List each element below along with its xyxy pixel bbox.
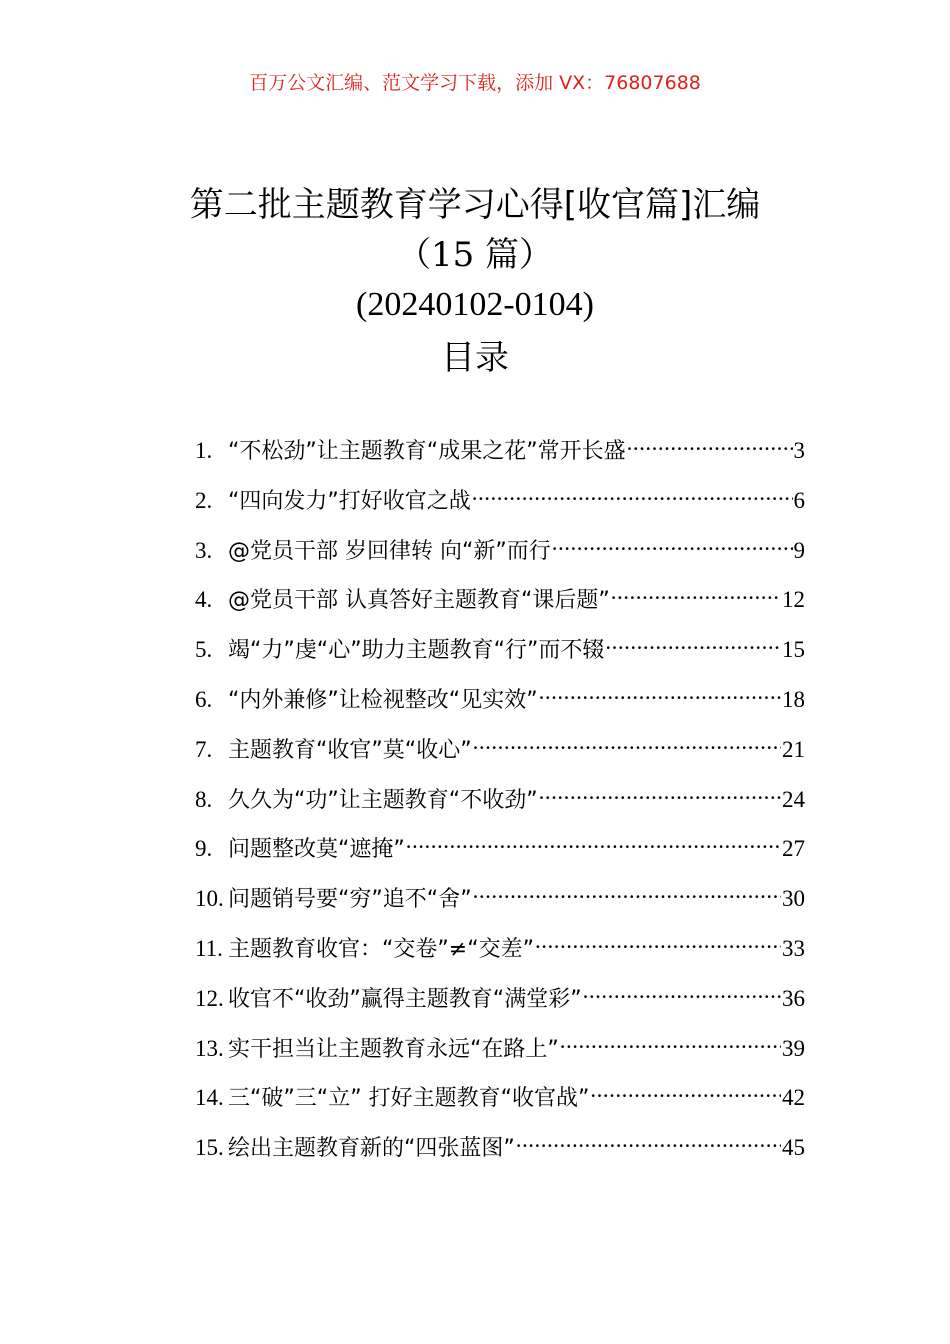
title-block	[0, 180, 950, 386]
toc-title: 问题销号要“穷”追不“舍”	[228, 887, 472, 913]
toc-number: 5.	[195, 637, 213, 663]
toc-item-12[interactable]	[195, 980, 805, 1030]
toc-page-number: 45	[782, 1135, 805, 1161]
toc-leader	[605, 631, 781, 657]
toc-item-5[interactable]	[195, 631, 805, 681]
toc-leader	[539, 681, 781, 707]
toc-item-3[interactable]	[195, 532, 805, 582]
toc-page-number: 3	[793, 438, 805, 463]
toc-item-9[interactable]	[195, 830, 805, 880]
toc-number: 15.	[195, 1135, 224, 1161]
header-note: 百万公文汇编、范文学习下载，添加 VX：76807688	[249, 72, 701, 94]
toc-page-number: 21	[782, 736, 805, 762]
toc-item-13[interactable]	[195, 1030, 805, 1080]
toc-number: 12.	[195, 985, 224, 1011]
toc-title: @党员干部 认真答好主题教育“课后题”	[228, 588, 610, 614]
toc-number: 6.	[195, 686, 213, 712]
toc-item-14[interactable]	[195, 1079, 805, 1129]
toc-leader	[473, 731, 781, 757]
toc-title: 主题教育收官：“交卷”≠“交差”	[228, 936, 535, 962]
toc-title: “内外兼修”让检视整改“见实效”	[228, 687, 538, 713]
toc-page-number: 39	[782, 1035, 805, 1061]
toc-number: 3.	[195, 537, 213, 563]
toc-number: 2.	[195, 487, 213, 513]
toc-heading: 目录	[441, 338, 509, 378]
document-title: 第二批主题教育学习心得[收官篇]汇编	[189, 185, 761, 225]
toc-leader	[535, 930, 781, 956]
toc-number: 10.	[195, 886, 224, 912]
toc-item-15[interactable]	[195, 1129, 805, 1179]
toc-page-number: 18	[782, 686, 805, 712]
toc-title: 久久为“功”让主题教育“不收劲”	[228, 787, 538, 813]
toc-leader	[552, 532, 793, 558]
toc-title: “不松劲”让主题教育“成果之花”常开长盛	[228, 439, 626, 464]
toc-leader	[472, 482, 793, 508]
toc-page-number: 6	[793, 487, 805, 513]
toc-number: 1.	[195, 438, 213, 463]
toc-leader	[583, 980, 781, 1006]
toc-number: 7.	[195, 736, 213, 762]
toc-title: 问题整改莫“遮掩”	[228, 837, 405, 863]
toc-page-number: 15	[782, 637, 805, 663]
toc-title: 竭“力”虔“心”助力主题教育“行”而不辍	[228, 638, 605, 664]
toc-leader	[590, 1079, 781, 1105]
toc-number: 11.	[195, 935, 223, 961]
toc-item-6[interactable]	[195, 681, 805, 731]
toc-page-number: 24	[782, 786, 805, 812]
toc-number: 4.	[195, 587, 213, 613]
toc-item-10[interactable]	[195, 880, 805, 930]
toc-leader	[516, 1129, 781, 1155]
toc-title: @党员干部 岁回律转 向“新”而行	[228, 538, 551, 564]
toc-title: 收官不“收劲”赢得主题教育“满堂彩”	[228, 986, 582, 1012]
toc-leader	[560, 1030, 781, 1056]
toc-title: 三“破”三“立” 打好主题教育“收官战”	[228, 1086, 590, 1112]
table-of-contents	[195, 432, 805, 1179]
toc-title: 主题教育“收官”莫“收心”	[228, 737, 472, 763]
toc-item-11[interactable]	[195, 930, 805, 980]
toc-title: 绘出主题教育新的“四张蓝图”	[228, 1136, 515, 1162]
toc-leader	[611, 581, 781, 607]
toc-item-4[interactable]	[195, 581, 805, 631]
toc-page-number: 27	[782, 836, 805, 862]
toc-number: 8.	[195, 786, 213, 812]
toc-number: 9.	[195, 836, 213, 862]
toc-item-8[interactable]	[195, 781, 805, 831]
toc-leader	[627, 432, 793, 458]
toc-leader	[539, 781, 781, 807]
toc-page-number: 42	[782, 1085, 805, 1111]
toc-item-1[interactable]	[195, 432, 805, 482]
toc-leader	[406, 830, 781, 856]
toc-leader	[473, 880, 781, 906]
toc-title: “四向发力”打好收官之战	[228, 488, 471, 514]
toc-title: 实干担当让主题教育永远“在路上”	[228, 1036, 559, 1062]
document-date: (20240102-0104)	[356, 286, 594, 323]
toc-number: 14.	[195, 1085, 224, 1111]
toc-page-number: 9	[793, 537, 805, 563]
document-count: （15 篇）	[396, 235, 554, 275]
toc-page-number: 36	[782, 985, 805, 1011]
toc-item-2[interactable]	[195, 482, 805, 532]
toc-number: 13.	[195, 1035, 224, 1061]
toc-page-number: 12	[782, 587, 805, 613]
toc-item-7[interactable]	[195, 731, 805, 781]
toc-page-number: 30	[782, 886, 805, 912]
toc-page-number: 33	[782, 935, 805, 961]
